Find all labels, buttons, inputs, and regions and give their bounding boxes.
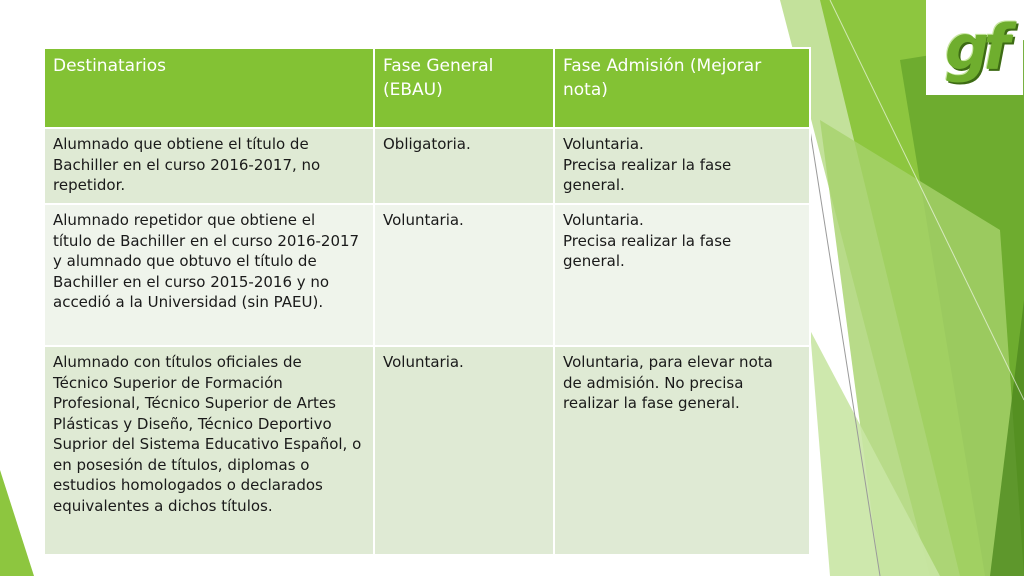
header-destinatarios: [44, 48, 374, 128]
cell-line: de admisión. No precisa: [563, 373, 744, 392]
admission-phases-table: [43, 47, 811, 556]
cell-fase-admision: [554, 128, 810, 204]
cell-line: Precisa realizar la fase: [563, 231, 732, 250]
cell-line: en posesión de títulos, diplomas o: [53, 455, 310, 474]
header-text: nota): [563, 80, 608, 100]
cell-line: Voluntaria.: [383, 211, 464, 229]
cell-fase-general: [374, 346, 554, 555]
table-row: [44, 346, 810, 555]
header-fase-general: [374, 48, 554, 128]
left-accent-triangle: [0, 470, 34, 576]
header-text: Destinatarios: [53, 56, 167, 76]
header-text: (EBAU): [383, 80, 443, 100]
cell-line: Voluntaria.: [563, 211, 644, 229]
cell-line: Precisa realizar la fase: [563, 155, 732, 174]
header-text: Fase Admisión (Mejorar: [563, 56, 762, 76]
cell-destinatarios: [44, 128, 374, 204]
cell-line: repetidor.: [53, 176, 126, 194]
cell-line: Voluntaria.: [563, 135, 644, 153]
table-row: [44, 128, 810, 204]
cell-line: Alumnado que obtiene el título de: [53, 135, 309, 153]
cell-destinatarios: [44, 204, 374, 346]
cell-fase-general: [374, 204, 554, 346]
cell-line: Técnico Superior de Formación: [53, 373, 283, 392]
cell-line: Obligatoria.: [383, 135, 471, 153]
cell-line: Alumnado con títulos oficiales de: [53, 353, 302, 371]
cell-line: Bachiller en el curso 2015-2016 y no: [53, 272, 330, 291]
cell-fase-admision: [554, 204, 810, 346]
cell-line: título de Bachiller en el curso 2016-2017: [53, 231, 360, 250]
cell-line: Voluntaria, para elevar nota: [563, 353, 773, 371]
cell-line: general.: [563, 176, 625, 194]
table-header-row: [44, 48, 810, 128]
cell-line: Bachiller en el curso 2016-2017, no: [53, 155, 321, 174]
cell-line: Voluntaria.: [383, 353, 464, 371]
header-fase-admision: [554, 48, 810, 128]
cell-line: realizar la fase general.: [563, 394, 740, 412]
cell-line: Profesional, Técnico Superior de Artes: [53, 394, 336, 412]
cell-fase-general: [374, 128, 554, 204]
gf-logo: gf: [944, 10, 1005, 84]
cell-line: estudios homologados o declarados: [53, 476, 323, 494]
logo-container: [926, 0, 1023, 95]
header-text: Fase General: [383, 56, 494, 76]
cell-destinatarios: [44, 346, 374, 555]
cell-line: equivalentes a dichos títulos.: [53, 496, 273, 515]
cell-line: y alumnado que obtuvo el título de: [53, 252, 317, 270]
cell-line: Suprior del Sistema Educativo Español, o: [53, 435, 362, 453]
table-row: [44, 204, 810, 346]
cell-line: Plásticas y Diseño, Técnico Deportivo: [53, 414, 332, 433]
cell-line: accedió a la Universidad (sin PAEU).: [53, 293, 324, 311]
cell-fase-admision: [554, 346, 810, 555]
cell-line: general.: [563, 252, 625, 270]
cell-line: Alumnado repetidor que obtiene el: [53, 211, 316, 229]
